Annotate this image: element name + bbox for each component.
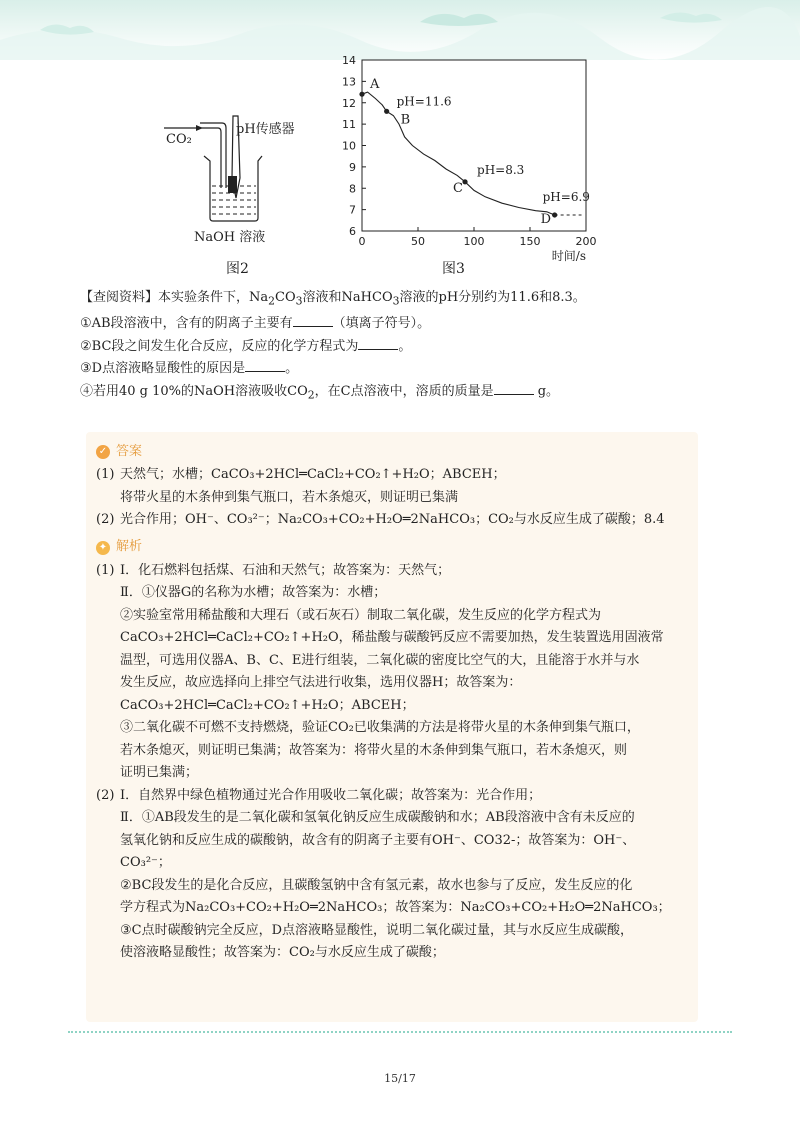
data-point-d	[552, 212, 557, 217]
question-1-text: ①AB段溶液中，含有的阴离子主要有	[80, 316, 293, 332]
reference-line	[80, 287, 720, 313]
analysis-1-line-10: 证明已集满；	[120, 765, 199, 780]
question-4-text-1: ④若用40 g 10%的NaOH溶液吸收CO	[80, 383, 308, 399]
answer-blank	[245, 359, 285, 372]
analysis-heading-text: 解析	[116, 539, 143, 555]
analysis-1-line-8: ③二氧化碳不可燃不支持燃烧，验证CO₂已收集满的方法是将带火星的木条伸到集气瓶口，	[120, 720, 640, 735]
question-4	[80, 381, 720, 407]
question-2	[80, 336, 720, 359]
analysis-2-line-3: 氢氧化钠和反应生成的碳酸钠，故含有的阴离子主要有OH⁻、CO32-；故答案为：OH⁻、	[120, 832, 636, 848]
page-number: 15/17	[384, 1072, 416, 1085]
plot-frame	[362, 60, 586, 231]
question-block	[80, 287, 720, 407]
analysis-1-line-7: CaCO₃+2HCl═CaCl₂+CO₂↑+H₂O；ABCEH；	[120, 697, 415, 713]
ph-sensor-label: pH传感器	[236, 122, 295, 137]
answer-1	[96, 464, 696, 487]
analysis-1	[96, 560, 696, 583]
answer-1-line-2: 将带火星的木条伸到集气瓶口，若木条熄灭，则证明已集满	[120, 489, 459, 505]
point-label-a: A	[370, 77, 380, 93]
y-tick-label: 13	[342, 75, 356, 89]
question-3-text: ③D点溶液略显酸性的原因是	[80, 361, 246, 377]
x-tick-label: 50	[411, 235, 425, 248]
point-label-c: C	[453, 180, 463, 196]
y-tick-label: 10	[342, 139, 356, 153]
analysis-1-line-3: ②实验室常用稀盐酸和大理石（或石灰石）制取二氧化碳，发生反应的化学方程式为	[120, 607, 602, 623]
data-point-b	[384, 109, 389, 114]
analysis-1-line-4: CaCO₃+2HCl═CaCl₂+CO₂↑+H₂O，稀盐酸与碳酸钙反应不需要加热，发生装置选用固液常	[120, 630, 664, 645]
x-tick-label: 150	[519, 235, 541, 248]
analysis-2-line-2: Ⅱ．①AB段发生的是二氧化碳和氢氧化钠反应生成碳酸钠和水；AB段溶液中含有未反应的	[120, 810, 635, 825]
analysis-2	[96, 785, 696, 808]
x-tick-label: 200	[575, 235, 597, 248]
answer-heading-text: 答案	[116, 443, 143, 459]
analysis-2-number: (2)	[96, 787, 115, 803]
analysis-2-line-8: 使溶液略显酸性；故答案为：CO₂与水反应生成了碳酸；	[120, 945, 445, 960]
series-line	[362, 92, 555, 215]
page-divider	[68, 1031, 732, 1033]
question-1	[80, 313, 720, 336]
question-4-text-2: ，在C点溶液中，溶质的质量是	[314, 383, 494, 399]
analysis-1-line-6: 发生反应，故应选择向上排空气法进行收集，选用仪器H；故答案为：	[120, 675, 522, 690]
reference-text-2: CO	[275, 290, 296, 305]
reference-text-3: 溶液和NaHCO	[302, 290, 393, 305]
reference-text-1: 【查阅资料】本实验条件下，Na	[80, 290, 269, 305]
lightbulb-icon: ✦	[96, 541, 110, 555]
sub-2c: 2	[307, 388, 315, 402]
point-note-b: pH=11.6	[396, 94, 452, 109]
question-3-end: 。	[285, 361, 299, 377]
sub-2: 2	[268, 294, 276, 308]
analysis-1-line-9: 若木条熄灭，则证明已集满；故答案为：将带火星的木条伸到集气瓶口，若木条熄灭，则	[120, 742, 628, 758]
point-note-d: pH=6.9	[542, 189, 590, 204]
analysis-1-number: (1)	[96, 562, 115, 578]
figure-3-caption: 图3	[442, 261, 465, 277]
point-label-b: B	[400, 112, 411, 128]
answer-1-line-1: 天然气；水槽；CaCO₃+2HCl═CaCl₂+CO₂↑+H₂O；ABCEH；	[120, 467, 506, 482]
figure-3-chart	[0, 48, 800, 280]
question-2-end: 。	[398, 338, 412, 354]
answer-blank	[358, 337, 398, 350]
analysis-2-line-1: Ⅰ．自然界中绿色植物通过光合作用吸收二氧化碳；故答案为：光合作用；	[120, 787, 542, 803]
analysis-2-line-7: ③C点时碳酸钠完全反应，D点溶液略显酸性，说明二氧化碳过量，其与水反应生成碳酸，	[120, 922, 634, 938]
question-4-end: g。	[537, 383, 560, 399]
y-tick-label: 6	[349, 225, 356, 238]
question-3	[80, 358, 720, 381]
data-point-a	[359, 92, 364, 97]
y-tick-label: 12	[342, 96, 356, 110]
analysis-1-line-5: 温型，可选用仪器A、B、C、E进行组装，二氧化碳的密度比空气的大，且能溶于水并与水	[120, 652, 640, 668]
analysis-1-line-2: Ⅱ．①仪器G的名称为水槽；故答案为：水槽；	[120, 585, 387, 600]
analysis-2-line-6: 学方程式为Na₂CO₃+CO₂+H₂O═2NaHCO₃；故答案为：Na₂CO₃+CO₂+H₂O═2NaHCO₃；	[120, 900, 671, 915]
co2-label: CO₂	[166, 132, 192, 147]
question-2-text: ②BC段之间发生化合反应，反应的化学方程式为	[80, 338, 359, 354]
y-tick-label: 9	[349, 160, 356, 174]
answer-content	[96, 440, 696, 965]
figures-area	[0, 48, 800, 280]
answer-heading	[96, 440, 696, 464]
x-tick-label: 100	[463, 235, 485, 248]
analysis-heading	[96, 536, 696, 560]
answer-2-number: (2)	[96, 512, 115, 527]
answer-blank	[494, 382, 534, 395]
y-tick-label: 7	[349, 203, 356, 217]
analysis-2-line-4: CO₃²⁻；	[120, 855, 171, 870]
question-1-end: （填离子符号）。	[332, 316, 431, 332]
x-tick-label: 0	[358, 235, 366, 248]
answer-2-line: 光合作用；OH⁻、CO₃²⁻；Na₂CO₃+CO₂+H₂O═2NaHCO₃；CO₂与水反应生成了碳酸；8.4	[120, 512, 665, 527]
answer-blank	[293, 314, 333, 327]
naoh-solution-label: NaOH 溶液	[194, 230, 266, 245]
y-tick-label: 14	[342, 54, 356, 67]
point-label-d: D	[540, 211, 552, 227]
point-note-c: pH=8.3	[477, 162, 525, 177]
sub-3: 3	[295, 294, 303, 308]
analysis-2-line-5: ②BC段发生的是化合反应，且碳酸氢钠中含有氢元素，故水也参与了反应，发生反应的化	[120, 877, 633, 893]
sub-3b: 3	[392, 294, 400, 308]
reference-text-4: 溶液的pH分别约为11.6和8.3。	[399, 290, 586, 305]
data-point-c	[462, 179, 467, 184]
answer-1-number: (1)	[96, 467, 115, 482]
analysis-1-line-1: Ⅰ．化石燃料包括煤、石油和天然气；故答案为：天然气；	[120, 562, 451, 578]
y-tick-label: 11	[342, 118, 356, 132]
figure-2-caption: 图2	[226, 261, 249, 277]
check-icon: ✓	[96, 445, 110, 459]
x-axis-label: 时间/s	[551, 249, 586, 263]
y-tick-label: 8	[349, 182, 356, 196]
answer-2	[96, 509, 696, 532]
